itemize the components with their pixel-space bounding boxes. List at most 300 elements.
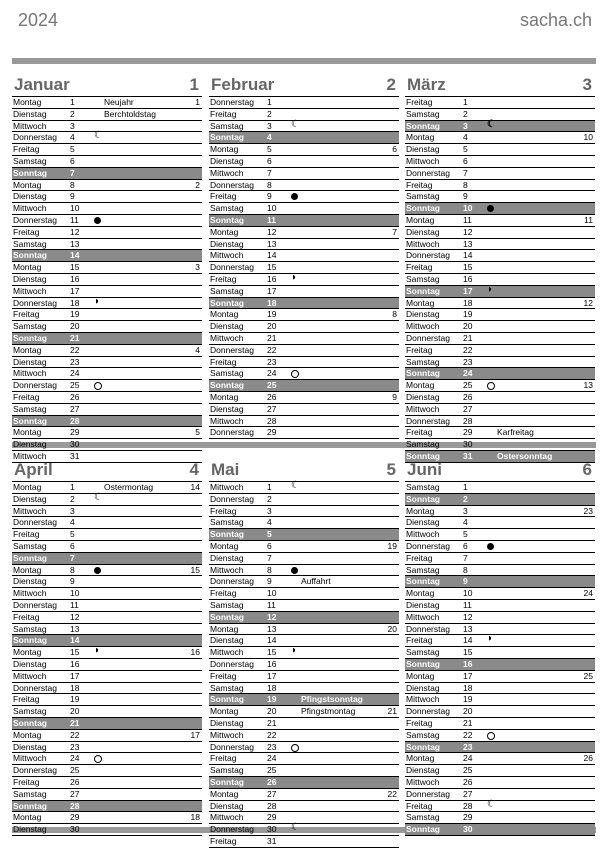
day-row: [12, 765, 202, 777]
weekday-label: Freitag: [406, 262, 433, 273]
weekday-label: Freitag: [210, 108, 237, 119]
weekday-label: Freitag: [406, 635, 433, 646]
day-number: 10: [463, 588, 473, 599]
day-row: [405, 588, 595, 600]
week-number: 8: [392, 309, 397, 320]
weekday-label: Mittwoch: [13, 203, 47, 214]
day-row: [12, 576, 202, 588]
day-number: 28: [463, 415, 473, 426]
week-number: 11: [584, 214, 593, 225]
day-number: 16: [463, 273, 473, 284]
day-row: [405, 321, 595, 333]
day-row: [12, 286, 202, 298]
day-row: [209, 801, 399, 813]
month-name: April: [14, 460, 53, 479]
month-name: März: [407, 75, 446, 94]
day-number: 30: [463, 439, 473, 450]
day-row: [12, 109, 202, 121]
day-row: [12, 694, 202, 706]
holiday-label: Pfingstsonntag: [301, 694, 363, 705]
day-number: 5: [70, 529, 75, 540]
day-row: [12, 392, 202, 404]
day-number: 24: [267, 753, 277, 764]
day-number: 6: [70, 540, 75, 551]
day-row: [12, 439, 202, 451]
day-number: 17: [70, 285, 80, 296]
weekday-label: Mittwoch: [13, 120, 47, 131]
day-row: [405, 274, 595, 286]
last-quarter-moon-icon: ☾: [291, 480, 300, 491]
day-row: [12, 156, 202, 168]
site-label: sacha.ch: [519, 10, 592, 30]
day-number: 13: [463, 238, 473, 249]
day-number: 27: [267, 403, 277, 414]
weekday-label: Dienstag: [13, 576, 47, 587]
day-number: 5: [267, 529, 272, 540]
day-number: 20: [463, 706, 473, 717]
weekday-label: Mittwoch: [13, 450, 47, 461]
full-moon-icon: [94, 382, 102, 390]
weekday-label: Mittwoch: [406, 776, 440, 787]
day-number: 23: [267, 356, 277, 367]
weekday-label: Mittwoch: [406, 155, 440, 166]
day-row: [12, 683, 202, 695]
day-row-sunday: [405, 742, 595, 754]
weekday-label: Freitag: [210, 835, 237, 846]
weekday-label: Freitag: [406, 427, 433, 438]
day-number: 2: [463, 108, 468, 119]
week-number: 6: [392, 144, 397, 155]
day-number: 28: [267, 800, 277, 811]
day-row: [209, 392, 399, 404]
day-number: 6: [70, 155, 75, 166]
day-number: 31: [267, 835, 277, 846]
weekday-label: Samstag: [210, 765, 244, 776]
day-row: [209, 191, 399, 203]
month-number: 5: [386, 460, 396, 479]
day-row: [405, 144, 595, 156]
weekday-label: Freitag: [406, 344, 433, 355]
day-row-sunday: [209, 298, 399, 310]
weekday-label: Samstag: [13, 623, 47, 634]
day-row: [405, 718, 595, 730]
weekday-label: Dienstag: [210, 403, 244, 414]
weekday-label: Freitag: [210, 670, 237, 681]
month-name: Januar: [14, 75, 70, 94]
weekday-label: Mittwoch: [210, 729, 244, 740]
day-row: [405, 482, 595, 494]
weekday-label: Sonntag: [406, 120, 440, 131]
weekday-label: Donnerstag: [210, 427, 254, 438]
day-number: 2: [70, 493, 75, 504]
day-row: [405, 624, 595, 636]
day-row: [12, 357, 202, 369]
day-row: [12, 588, 202, 600]
day-row: [209, 333, 399, 345]
day-row: [405, 191, 595, 203]
day-row: [209, 765, 399, 777]
day-row: [405, 647, 595, 659]
holiday-label: Auffahrt: [301, 576, 331, 587]
day-number: 30: [267, 824, 277, 835]
full-moon-icon: [487, 732, 495, 740]
weekday-label: Donnerstag: [13, 599, 57, 610]
day-number: 4: [463, 132, 468, 143]
week-number: 17: [190, 729, 200, 740]
month-mai: [209, 460, 399, 848]
day-row: [209, 118, 399, 133]
day-row: [405, 753, 595, 765]
day-row-sunday: [405, 283, 595, 298]
weekday-label: Sonntag: [210, 380, 244, 391]
day-number: 18: [267, 682, 277, 693]
day-row: [209, 753, 399, 765]
day-number: 22: [267, 729, 277, 740]
full-moon-icon: [94, 755, 102, 763]
weekday-label: Montag: [13, 729, 42, 740]
year-label: 2024: [18, 10, 59, 30]
weekday-label: Mittwoch: [406, 321, 440, 332]
weekday-label: Montag: [13, 564, 42, 575]
week-number: 3: [195, 262, 200, 273]
day-row: [405, 765, 595, 777]
day-row: [209, 227, 399, 239]
new-moon-icon: [94, 217, 101, 224]
day-number: 27: [70, 403, 80, 414]
weekday-label: Donnerstag: [13, 517, 57, 528]
day-number: 19: [70, 694, 80, 705]
day-number: 28: [70, 415, 80, 426]
day-number: 3: [70, 120, 75, 131]
day-number: 30: [70, 824, 80, 835]
weekday-label: Sonntag: [406, 824, 440, 835]
week-number: 21: [387, 706, 397, 717]
weekday-label: Samstag: [13, 321, 47, 332]
first-quarter-moon-icon: ◗: [487, 283, 494, 295]
day-row: [12, 121, 202, 133]
last-quarter-moon-icon: ☾: [291, 118, 300, 130]
week-number: 10: [583, 132, 593, 143]
day-number: 4: [267, 517, 272, 528]
day-number: 16: [70, 658, 80, 669]
month-februar: [209, 75, 399, 439]
divider-top: [12, 58, 596, 64]
weekday-label: Donnerstag: [210, 262, 254, 273]
day-number: 30: [463, 824, 473, 835]
weekday-label: Samstag: [210, 599, 244, 610]
day-number: 22: [267, 344, 277, 355]
weekday-label: Donnerstag: [13, 380, 57, 391]
weekday-label: Freitag: [13, 611, 40, 622]
day-number: 25: [463, 380, 473, 391]
weekday-label: Montag: [13, 179, 42, 190]
weekday-label: Donnerstag: [13, 765, 57, 776]
day-row: [405, 333, 595, 345]
weekday-label: Mittwoch: [210, 332, 244, 343]
weekday-label: Freitag: [210, 273, 237, 284]
day-row: [12, 824, 202, 836]
day-row: [209, 541, 399, 553]
day-row: [405, 262, 595, 274]
day-number: 1: [463, 97, 468, 107]
day-number: 17: [267, 670, 277, 681]
weekday-label: Samstag: [13, 155, 47, 166]
last-quarter-moon-icon: ☾: [94, 130, 103, 142]
weekday-label: Sonntag: [13, 635, 47, 646]
day-row: [209, 404, 399, 416]
day-row: [12, 309, 202, 321]
weekday-label: Freitag: [13, 144, 40, 155]
weekday-label: Donnerstag: [210, 741, 254, 752]
month-title: [209, 75, 399, 97]
day-row-sunday: [209, 694, 399, 706]
weekday-label: Mittwoch: [210, 415, 244, 426]
weekday-label: Freitag: [406, 717, 433, 728]
day-row: [405, 541, 595, 553]
weekday-label: Montag: [210, 788, 239, 799]
weekday-label: Donnerstag: [210, 658, 254, 669]
day-number: 23: [267, 741, 277, 752]
weekday-label: Sonntag: [13, 800, 47, 811]
day-number: 16: [463, 658, 473, 669]
day-number: 9: [267, 576, 272, 587]
weekday-label: Dienstag: [406, 309, 440, 320]
day-number: 21: [267, 332, 277, 343]
weekday-label: Donnerstag: [406, 788, 450, 799]
day-row: [405, 730, 595, 742]
day-number: 13: [267, 238, 277, 249]
day-row: [405, 227, 595, 239]
day-row-sunday: [12, 801, 202, 813]
day-number: 21: [463, 332, 473, 343]
day-row-sunday: [405, 368, 595, 380]
day-number: 28: [267, 415, 277, 426]
weekday-label: Mittwoch: [210, 812, 244, 823]
day-number: 8: [463, 564, 468, 575]
day-row: [12, 730, 202, 742]
weekday-label: Dienstag: [210, 552, 244, 563]
day-number: 25: [70, 380, 80, 391]
new-moon-icon: [291, 567, 298, 574]
weekday-label: Samstag: [406, 647, 440, 658]
month-juni: [405, 460, 595, 836]
day-number: 13: [70, 623, 80, 634]
day-number: 29: [267, 427, 277, 438]
day-row: [12, 427, 202, 439]
weekday-label: Donnerstag: [13, 297, 57, 308]
day-number: 5: [70, 144, 75, 155]
day-number: 17: [70, 670, 80, 681]
day-row: [405, 180, 595, 192]
weekday-label: Dienstag: [406, 391, 440, 402]
day-row-sunday: [405, 576, 595, 588]
weekday-label: Dienstag: [13, 824, 47, 835]
weekday-label: Mittwoch: [210, 482, 244, 492]
week-number: 22: [387, 788, 397, 799]
day-number: 14: [267, 250, 277, 261]
weekday-label: Samstag: [210, 368, 244, 379]
day-number: 18: [463, 682, 473, 693]
weekday-label: Samstag: [406, 439, 440, 450]
day-number: 6: [267, 540, 272, 551]
week-number: 23: [583, 505, 593, 516]
day-row: [405, 565, 595, 577]
day-number: 15: [463, 647, 473, 658]
weekday-label: Montag: [13, 482, 42, 492]
weekday-label: Mittwoch: [406, 694, 440, 705]
day-number: 8: [70, 564, 75, 575]
weekday-label: Montag: [406, 132, 435, 143]
weekday-label: Dienstag: [406, 765, 440, 776]
day-number: 3: [267, 120, 272, 131]
day-row-sunday: [12, 553, 202, 565]
day-row-sunday: [405, 824, 595, 836]
day-number: 25: [267, 765, 277, 776]
day-row: [209, 683, 399, 695]
weekday-label: Montag: [406, 214, 435, 225]
day-row: [405, 239, 595, 251]
day-number: 31: [463, 450, 473, 461]
day-row: [405, 404, 595, 416]
day-number: 9: [463, 576, 468, 587]
day-number: 25: [463, 765, 473, 776]
weekday-label: Sonntag: [210, 611, 244, 622]
weekday-label: Montag: [210, 226, 239, 237]
day-number: 23: [463, 356, 473, 367]
day-row: [12, 529, 202, 541]
day-number: 7: [463, 552, 468, 563]
day-number: 11: [267, 599, 276, 610]
weekday-label: Samstag: [210, 517, 244, 528]
weekday-label: Montag: [406, 297, 435, 308]
weekday-label: Freitag: [210, 356, 237, 367]
weekday-label: Sonntag: [406, 285, 440, 296]
day-row: [405, 683, 595, 695]
weekday-label: Samstag: [13, 540, 47, 551]
day-number: 24: [70, 753, 80, 764]
day-row: [12, 321, 202, 333]
weekday-label: Freitag: [13, 529, 40, 540]
day-row: [405, 309, 595, 321]
day-number: 17: [463, 670, 473, 681]
weekday-label: Montag: [13, 647, 42, 658]
day-row: [209, 357, 399, 369]
weekday-label: Donnerstag: [406, 706, 450, 717]
day-number: 2: [463, 493, 468, 504]
day-number: 8: [70, 179, 75, 190]
day-row: [405, 392, 595, 404]
day-row: [209, 144, 399, 156]
weekday-label: Donnerstag: [210, 97, 254, 107]
day-number: 22: [463, 729, 473, 740]
day-row-sunday: [209, 215, 399, 227]
day-row: [12, 659, 202, 671]
day-row: [209, 309, 399, 321]
day-number: 16: [267, 273, 277, 284]
week-number: 20: [387, 623, 397, 634]
weekday-label: Sonntag: [406, 450, 440, 461]
weekday-label: Samstag: [406, 729, 440, 740]
day-number: 5: [463, 144, 468, 155]
weekday-label: Sonntag: [210, 694, 244, 705]
day-number: 20: [267, 706, 277, 717]
weekday-label: Sonntag: [13, 332, 47, 343]
weekday-label: Samstag: [13, 238, 47, 249]
day-row: [12, 404, 202, 416]
day-row-sunday: [12, 416, 202, 428]
day-number: 8: [267, 179, 272, 190]
full-moon-icon: [291, 370, 299, 378]
weekday-label: Donnerstag: [406, 623, 450, 634]
day-number: 4: [463, 517, 468, 528]
day-number: 18: [70, 297, 80, 308]
weekday-label: Samstag: [406, 108, 440, 119]
weekday-label: Dienstag: [210, 635, 244, 646]
day-number: 21: [70, 717, 80, 728]
week-number: 24: [583, 588, 593, 599]
day-row: [405, 357, 595, 369]
day-number: 26: [70, 776, 80, 787]
month-name: Juni: [407, 460, 442, 479]
day-row-sunday: [12, 168, 202, 180]
first-quarter-moon-icon: ◗: [94, 295, 101, 307]
day-number: 1: [267, 482, 272, 492]
weekday-label: Sonntag: [210, 529, 244, 540]
day-number: 2: [267, 493, 272, 504]
weekday-label: Dienstag: [210, 717, 244, 728]
month-number: 3: [582, 75, 592, 94]
day-number: 18: [267, 297, 277, 308]
day-number: 19: [267, 309, 277, 320]
day-row: [12, 742, 202, 754]
week-number: 16: [190, 647, 200, 658]
day-number: 15: [463, 262, 473, 273]
weekday-label: Dienstag: [13, 493, 47, 504]
day-number: 9: [70, 191, 75, 202]
weekday-label: Freitag: [406, 800, 433, 811]
day-row: [405, 250, 595, 262]
weekday-label: Sonntag: [406, 741, 440, 752]
new-moon-icon: [94, 567, 101, 574]
weekday-label: Mittwoch: [13, 670, 47, 681]
day-number: 1: [70, 97, 75, 107]
day-number: 29: [267, 812, 277, 823]
day-number: 17: [463, 285, 473, 296]
day-number: 24: [463, 753, 473, 764]
weekday-label: Dienstag: [13, 356, 47, 367]
day-number: 20: [463, 321, 473, 332]
day-row: [12, 491, 202, 506]
holiday-label: Neujahr: [104, 97, 134, 107]
day-row: [12, 180, 202, 192]
weekday-label: Montag: [210, 623, 239, 634]
day-row: [209, 730, 399, 742]
day-number: 10: [70, 588, 80, 599]
day-row: [405, 380, 595, 392]
month-title: [209, 460, 399, 482]
weekday-label: Donnerstag: [406, 332, 450, 343]
day-number: 1: [70, 482, 75, 492]
day-row: [209, 180, 399, 192]
day-row: [405, 789, 595, 801]
weekday-label: Montag: [406, 670, 435, 681]
day-row: [12, 506, 202, 518]
day-row: [209, 706, 399, 718]
weekday-label: Dienstag: [406, 599, 440, 610]
week-number: 12: [583, 297, 593, 308]
day-number: 13: [267, 623, 277, 634]
day-number: 29: [70, 427, 80, 438]
